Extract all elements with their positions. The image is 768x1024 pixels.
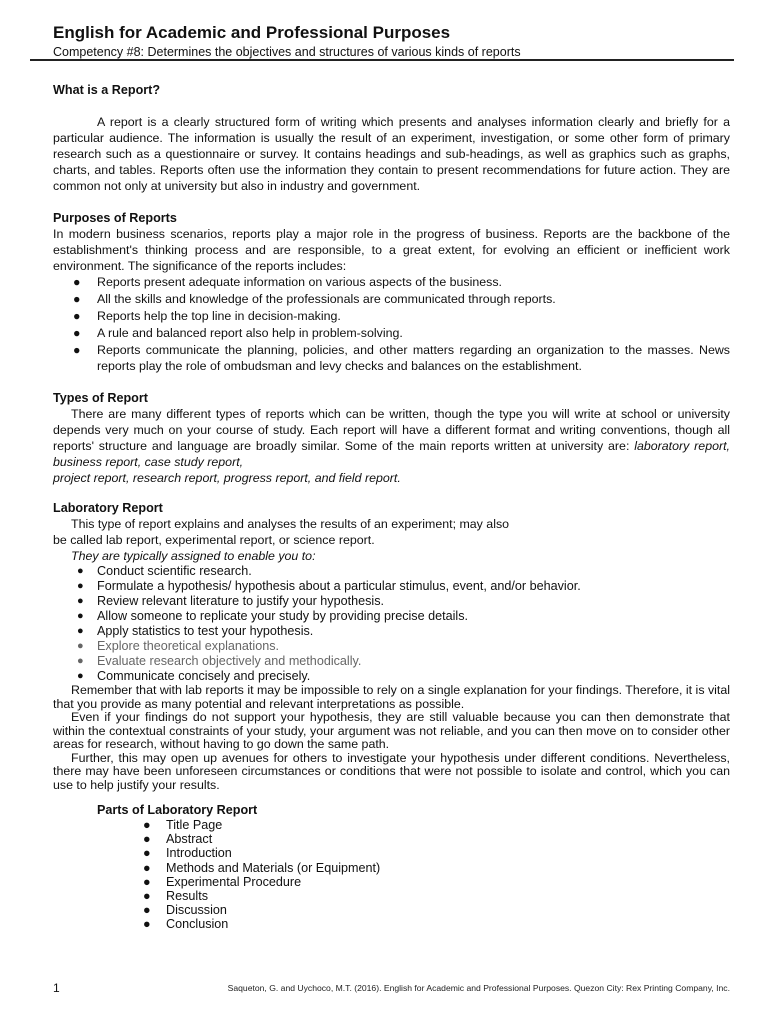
footer-citation: Saqueton, G. and Uychoco, M.T. (2016). English for Academic and Professional Purposes. Quezon City: Rex Printing Company, Inc. bbox=[227, 983, 730, 993]
what-is-report-paragraph: A report is a clearly structured form of writing which presents and analyses information clearly and briefly for a particular audience. The information is usually the result of an experiment, investigation, or some other form of primary research such as a questionnaire or survey. It contains headings and sub-headings, as well as graphics such as graphs, charts, and tables. Reports often use the information they contain to present recommendations for future action. They are common not only at university but also in industry and government. bbox=[53, 115, 730, 193]
list-item: ● All the skills and knowledge of the professionals are communicated through reports. bbox=[73, 292, 556, 306]
page-footer bbox=[53, 981, 730, 997]
section-heading-what-is-report: What is a Report? bbox=[53, 83, 161, 97]
document-body bbox=[53, 82, 730, 932]
list-item: ● Introduction bbox=[143, 846, 232, 861]
lab-paragraph-2: Even if your findings do not support your hypothesis, they are still valuable because you can then demonstrate that within the contextual constraints of your study, your argument was not reliable, and you can then move on to consider other areas for research, without having to go down the same path. bbox=[53, 710, 730, 751]
list-item: ● Explore theoretical explanations. bbox=[77, 639, 280, 653]
list-item: ● A rule and balanced report also help in problem-solving. bbox=[73, 326, 403, 340]
parts-list bbox=[53, 818, 730, 932]
lab-paragraph-1: Remember that with lab reports it may be impossible to rely on a single explanation for your findings. Therefore, it is vital that you provide as many potential and relevant interpretations as possible. bbox=[53, 683, 730, 711]
lab-enable-line: They are typically assigned to enable you to: bbox=[71, 549, 316, 563]
lab-paragraph-3: Further, this may open up avenues for others to investigate your hypothesis under different conditions. Nevertheless, there may have been unforeseen circumstances or conditions that were not possible to isolate and control, which you can use to help justify your results. bbox=[53, 750, 730, 792]
lab-intro-line1: This type of report explains and analyses the results of an experiment; may also bbox=[71, 517, 510, 531]
list-item: ● Abstract bbox=[143, 832, 213, 847]
section-heading-laboratory: Laboratory Report bbox=[53, 501, 163, 515]
list-item: ● Formulate a hypothesis/ hypothesis about a particular stimulus, event, and/or behavior. bbox=[77, 579, 581, 593]
header-divider bbox=[30, 59, 734, 61]
page-header bbox=[53, 22, 734, 60]
competency-line: Competency #8: Determines the objectives and structures of various kinds of reports bbox=[53, 45, 521, 59]
list-item: ● Apply statistics to test your hypothesis. bbox=[77, 624, 314, 638]
list-item: ● Title Page bbox=[143, 818, 223, 832]
types-paragraph-cont: project report, research report, progress report, and field report. bbox=[53, 471, 401, 485]
list-item: ● Reports present adequate information on various aspects of the business. bbox=[73, 275, 503, 289]
purposes-intro: In modern business scenarios, reports play a major role in the progress of business. Reports are the backbone of the establishment's thinking process and are responsible, to a great extent, for evolving an efficient or inefficient work environment. The significance of the reports includes: bbox=[53, 227, 730, 273]
list-item: ● Evaluate research objectively and methodically. bbox=[77, 654, 362, 668]
lab-objectives-list bbox=[53, 564, 730, 684]
purposes-list bbox=[53, 274, 730, 374]
list-item: ● Communicate concisely and precisely. bbox=[77, 669, 311, 683]
list-item: ● Reports communicate the planning, policies, and other matters regarding an organization to the masses. News reports play the role of ombudsman and levy checks and balances on the establishment. bbox=[73, 343, 730, 373]
list-item: ● Reports help the top line in decision-making. bbox=[73, 309, 341, 323]
types-paragraph: There are many different types of reports which can be written, though the type you will write at school or university depends very much on your course of study. Each report will have a different format and writing conventions, though all reports' structure and language are broadly similar. Some of the main reports written at university are: laboratory report, business report, case study report, bbox=[53, 407, 730, 469]
list-item: ● Conduct scientific research. bbox=[77, 564, 252, 578]
list-item: ● Experimental Procedure bbox=[143, 874, 302, 889]
section-heading-purposes: Purposes of Reports bbox=[53, 211, 177, 225]
list-item: ● Conclusion bbox=[143, 917, 229, 932]
lab-intro-line2: be called lab report, experimental report, or science report. bbox=[53, 533, 375, 547]
list-item: ● Methods and Materials (or Equipment) bbox=[143, 860, 381, 875]
document-title: English for Academic and Professional Purposes bbox=[53, 23, 451, 42]
list-item: ● Review relevant literature to justify your hypothesis. bbox=[77, 594, 384, 608]
list-item: ● Discussion bbox=[143, 903, 227, 918]
list-item: ● Results bbox=[143, 889, 208, 904]
page-number: 1 bbox=[53, 981, 60, 995]
section-heading-types: Types of Report bbox=[53, 391, 148, 405]
section-heading-parts: Parts of Laboratory Report bbox=[97, 803, 258, 817]
list-item: ● Allow someone to replicate your study by providing precise details. bbox=[77, 609, 469, 623]
